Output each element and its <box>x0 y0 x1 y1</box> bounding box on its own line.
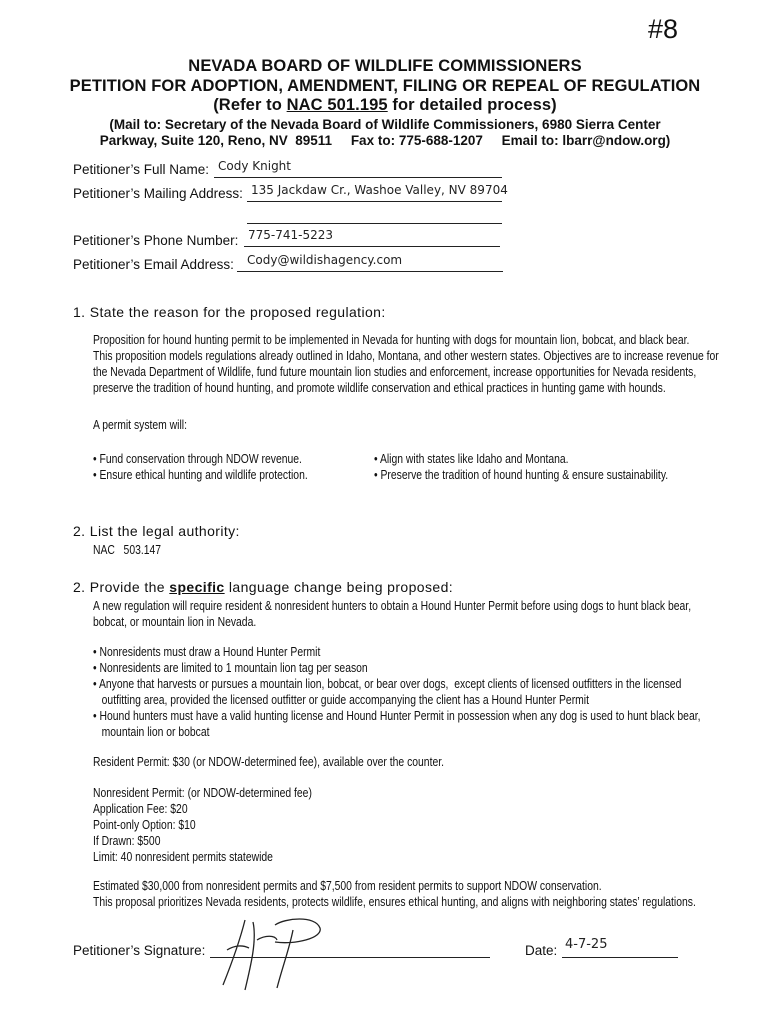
address-field[interactable] <box>247 183 508 202</box>
section-1-heading: 1. State the reason for the proposed regulation: <box>73 304 386 320</box>
proposed-intro: A new regulation will require resident & nonresident hunters to obtain a Hound Hunter Permit before using dogs to hunt black bear, bobcat, or mountain lion in Nevada. <box>93 599 692 629</box>
email-field[interactable] <box>237 255 503 272</box>
bullet-item: • Preserve the tradition of hound hunting & ensure sustainability. <box>374 468 669 482</box>
mail-line-1: (Mail to: Secretary of the Nevada Board of Wildlife Commissioners, 6980 Sierra Center <box>109 117 661 132</box>
bullet-item: • Ensure ethical hunting and wildlife protection. <box>93 468 308 482</box>
nac-reference: NAC 501.195 <box>286 96 388 114</box>
board-title: NEVADA BOARD OF WILDLIFE COMMISSIONERS <box>188 57 582 75</box>
phone-value: 775-741-5223 <box>248 228 334 242</box>
reason-paragraph: Proposition for hound hunting permit to be implemented in Nevada for hunting with dogs for mountain lion, bobcat, and black bear. This proposition models regulations already outlined in Idaho, Montana, and other western states. Objectives are to increase revenue for the Nevada Department of Wildlife, fund future mountain lion studies and enforcement, increase opportunities for Nevada residents, preserve the tradition of hound hunting, and promote wildlife conservation and ethical practices in hunting game with hounds. <box>93 333 719 395</box>
address-field-line-2[interactable] <box>247 207 502 224</box>
petition-title: PETITION FOR ADOPTION, AMENDMENT, FILING OR REPEAL OF REGULATION <box>69 77 701 95</box>
bullets-right <box>374 451 668 483</box>
signature-scribble <box>205 910 335 995</box>
email-label: Petitioner’s Email Address: <box>73 257 234 272</box>
section-3-heading <box>73 579 453 595</box>
section-3-heading-pre: 2. Provide the <box>73 579 170 595</box>
phone-label: Petitioner’s Phone Number: <box>73 233 239 248</box>
name-label: Petitioner’s Full Name: <box>73 162 210 177</box>
signature-label: Petitioner’s Signature: <box>73 943 206 958</box>
address-value: 135 Jackdaw Cr., Washoe Valley, NV 89704 <box>251 183 508 197</box>
nonresident-permit: Nonresident Permit: (or NDOW-determined fee) Application Fee: $20 Point-only Option: $10 If Drawn: $500 Limit: 40 nonresident permits statewide <box>93 786 312 864</box>
refer-pre: (Refer to <box>213 96 287 114</box>
resident-permit: Resident Permit: $30 (or NDOW-determined fee), available over the counter. <box>93 755 444 769</box>
date-field[interactable] <box>562 937 678 958</box>
closing-paragraph: Estimated $30,000 from nonresident permits and $7,500 from resident permits to support NDOW conservation. This proposal prioritizes Nevada residents, protects wildlife, ensures ethical hunting, and aligns with neighboring states’ regulations. <box>93 879 696 909</box>
refer-post: for detailed process) <box>387 96 557 114</box>
bullet-item: • Fund conservation through NDOW revenue. <box>93 452 302 466</box>
permit-intro: A permit system will: <box>93 418 187 432</box>
section-2-heading: 2. List the legal authority: <box>73 523 240 539</box>
bullet-item: • Align with states like Idaho and Montana. <box>374 452 569 466</box>
section-3-heading-bold: specific <box>169 579 225 595</box>
refer-line <box>0 96 770 115</box>
proposed-bullets: • Nonresidents must draw a Hound Hunter Permit • Nonresidents are limited to 1 mountain lion tag per season • Anyone that harvests or pursues a mountain lion, bobcat, or bear over dogs, except clients of licensed outfitters in the licensed outfitting area, provided the licensed outfitter or guide accompanying the client has a Hound Hunter Permit • Hound hunters must have a valid hunting license and Hound Hunter Permit in possession when any dog is used to hunt black bear, mountain lion or bobcat <box>93 645 701 739</box>
bullets-left <box>93 451 308 483</box>
date-label: Date: <box>525 943 558 958</box>
name-field[interactable] <box>214 161 502 178</box>
page-number: #8 <box>648 14 679 44</box>
email-value: Cody@wildishagency.com <box>247 253 403 267</box>
mail-line-2: Parkway, Suite 120, Reno, NV 89511 Fax to: 775-688-1207 Email to: lbarr@ndow.org) <box>99 133 671 148</box>
address-label: Petitioner’s Mailing Address: <box>73 186 243 201</box>
date-value: 4-7-25 <box>565 937 608 952</box>
phone-field[interactable] <box>244 230 500 247</box>
legal-authority-value: NAC 503.147 <box>93 543 162 557</box>
name-value: Cody Knight <box>218 159 291 173</box>
section-3-heading-post: language change being proposed: <box>224 579 454 595</box>
